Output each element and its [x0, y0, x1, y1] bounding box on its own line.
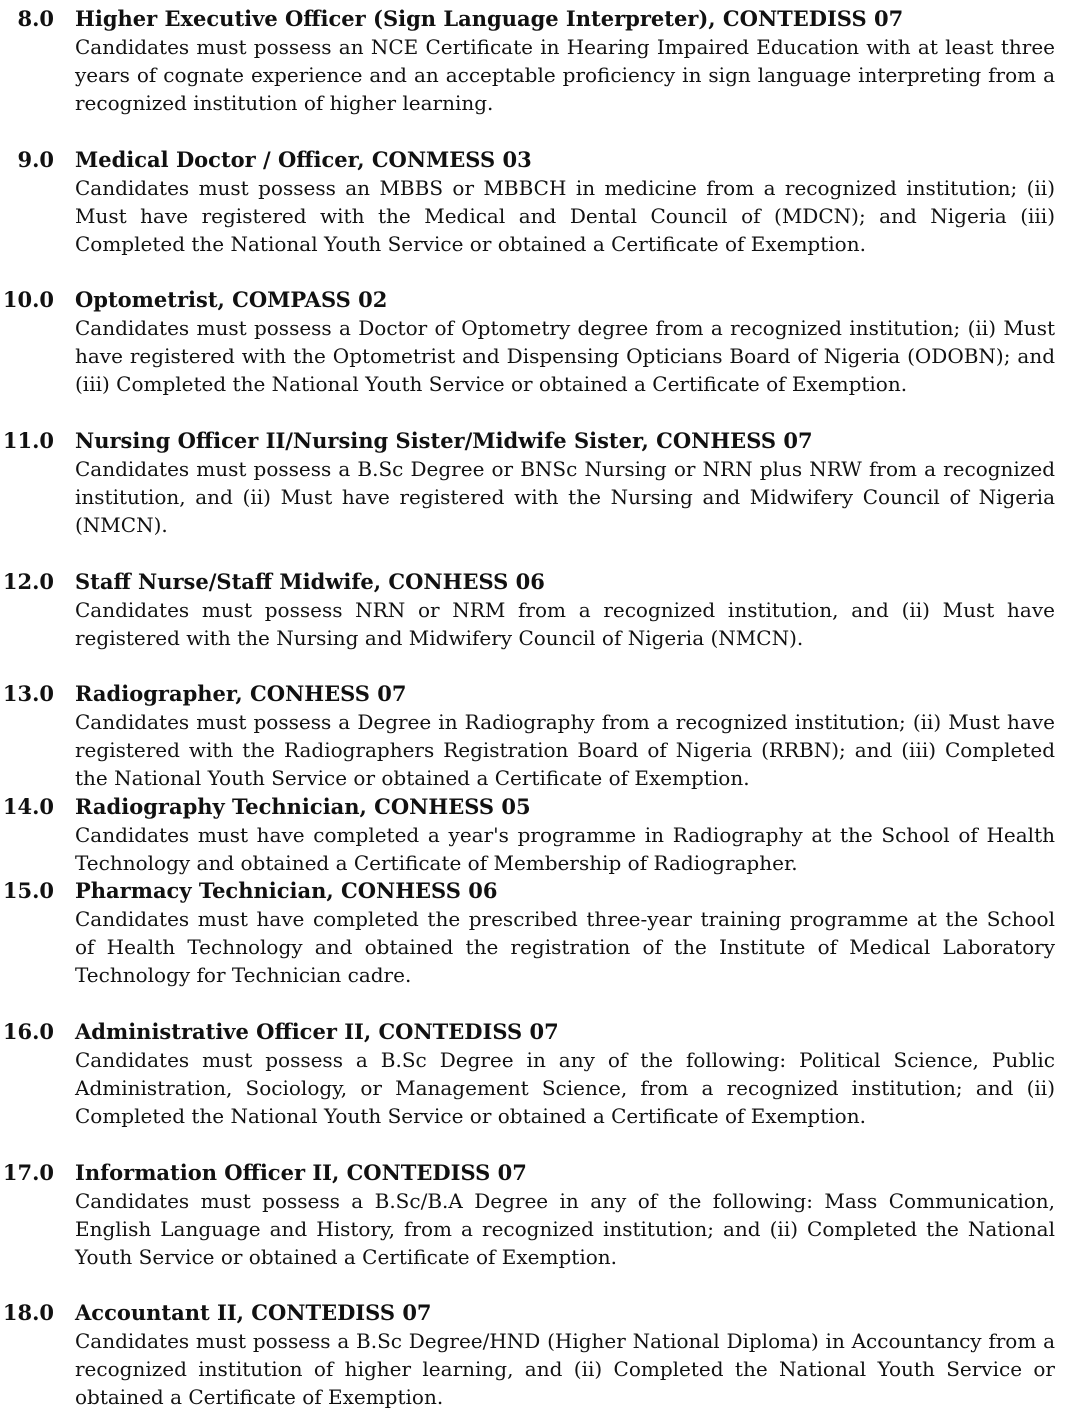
section-title: Radiography Technician, CONHESS 05	[75, 794, 531, 819]
section-title: Administrative Officer II, CONTEDISS 07	[75, 1019, 559, 1044]
section-title: Higher Executive Officer (Sign Language Interpreter), CONTEDISS 07	[75, 6, 904, 31]
section-body: Candidates must possess an NCE Certificate in Hearing Impaired Education with at least three years of cognate experience and an acceptable proficiency in sign language interpreting from a recognized institution of higher learning.	[75, 35, 1055, 116]
section-title: Radiographer, CONHESS 07	[75, 681, 407, 706]
section-number: 10.0	[2, 287, 54, 312]
section-body: Candidates must possess an MBBS or MBBCH in medicine from a recognized institution; (ii) Must have registered with the Medical and Dental Council of (MDCN); and Nigeria (iii) Completed the National Youth Service or obtained a Certificate of Exemption.	[75, 176, 1055, 257]
section-number: 18.0	[2, 1300, 54, 1325]
section-number: 16.0	[2, 1019, 54, 1044]
section-number: 17.0	[2, 1160, 54, 1185]
section-number: 11.0	[2, 428, 54, 453]
section-title: Medical Doctor / Officer, CONMESS 03	[75, 147, 532, 172]
section-body: Candidates must possess a Doctor of Optometry degree from a recognized institution; (ii) Must have registered with the Optometrist and Dispensing Opticians Board of Nigeria (ODOBN); and (iii) Completed the National Youth Service or obtained a Certificate of Exemption.	[75, 316, 1055, 397]
section-title: Nursing Officer II/Nursing Sister/Midwife Sister, CONHESS 07	[75, 428, 813, 453]
section-body: Candidates must possess a B.Sc/B.A Degree in any of the following: Mass Communication, English Language and History, from a recognized institution; and (ii) Completed the National Youth Service or obtained a Certificate of Exemption.	[75, 1189, 1055, 1270]
section-number: 9.0	[17, 147, 54, 172]
section-number: 13.0	[2, 681, 54, 706]
section-body: Candidates must possess a B.Sc Degree in any of the following: Political Science, Public Administration, Sociology, or Management Science, from a recognized institution; and (ii) Completed the National Youth Service or obtained a Certificate of Exemption.	[75, 1048, 1055, 1129]
section-title: Accountant II, CONTEDISS 07	[75, 1300, 432, 1325]
section-number: 8.0	[17, 6, 54, 31]
section-body: Candidates must have completed the prescribed three-year training programme at the School of Health Technology and obtained the registration of the Institute of Medical Laboratory Technology for Technician cadre.	[75, 907, 1055, 988]
section-number: 15.0	[2, 878, 54, 903]
section-title: Staff Nurse/Staff Midwife, CONHESS 06	[75, 569, 545, 594]
section-body: Candidates must possess NRN or NRM from a recognized institution, and (ii) Must have registered with the Nursing and Midwifery Council of Nigeria (NMCN).	[75, 598, 1055, 651]
section-number: 12.0	[2, 569, 54, 594]
section-body: Candidates must have completed a year's programme in Radiography at the School of Health Technology and obtained a Certificate of Membership of Radiographer.	[75, 823, 1055, 876]
section-body: Candidates must possess a B.Sc Degree/HND (Higher National Diploma) in Accountancy from a recognized institution of higher learning, and (ii) Completed the National Youth Service or obtained a Certificate of Exemption.	[75, 1329, 1055, 1410]
section-title: Information Officer II, CONTEDISS 07	[75, 1160, 527, 1185]
section-body: Candidates must possess a B.Sc Degree or BNSc Nursing or NRN plus NRW from a recognized institution, and (ii) Must have registered with the Nursing and Midwifery Council of Nigeria (NMCN).	[75, 457, 1055, 538]
section-body: Candidates must possess a Degree in Radiography from a recognized institution; (ii) Must have registered with the Radiographers Registration Board of Nigeria (RRBN); and (iii) Completed the National Youth Service or obtained a Certificate of Exemption.	[75, 710, 1055, 791]
section-title: Pharmacy Technician, CONHESS 06	[75, 878, 498, 903]
section-number: 14.0	[2, 794, 54, 819]
section-title: Optometrist, COMPASS 02	[75, 287, 388, 312]
